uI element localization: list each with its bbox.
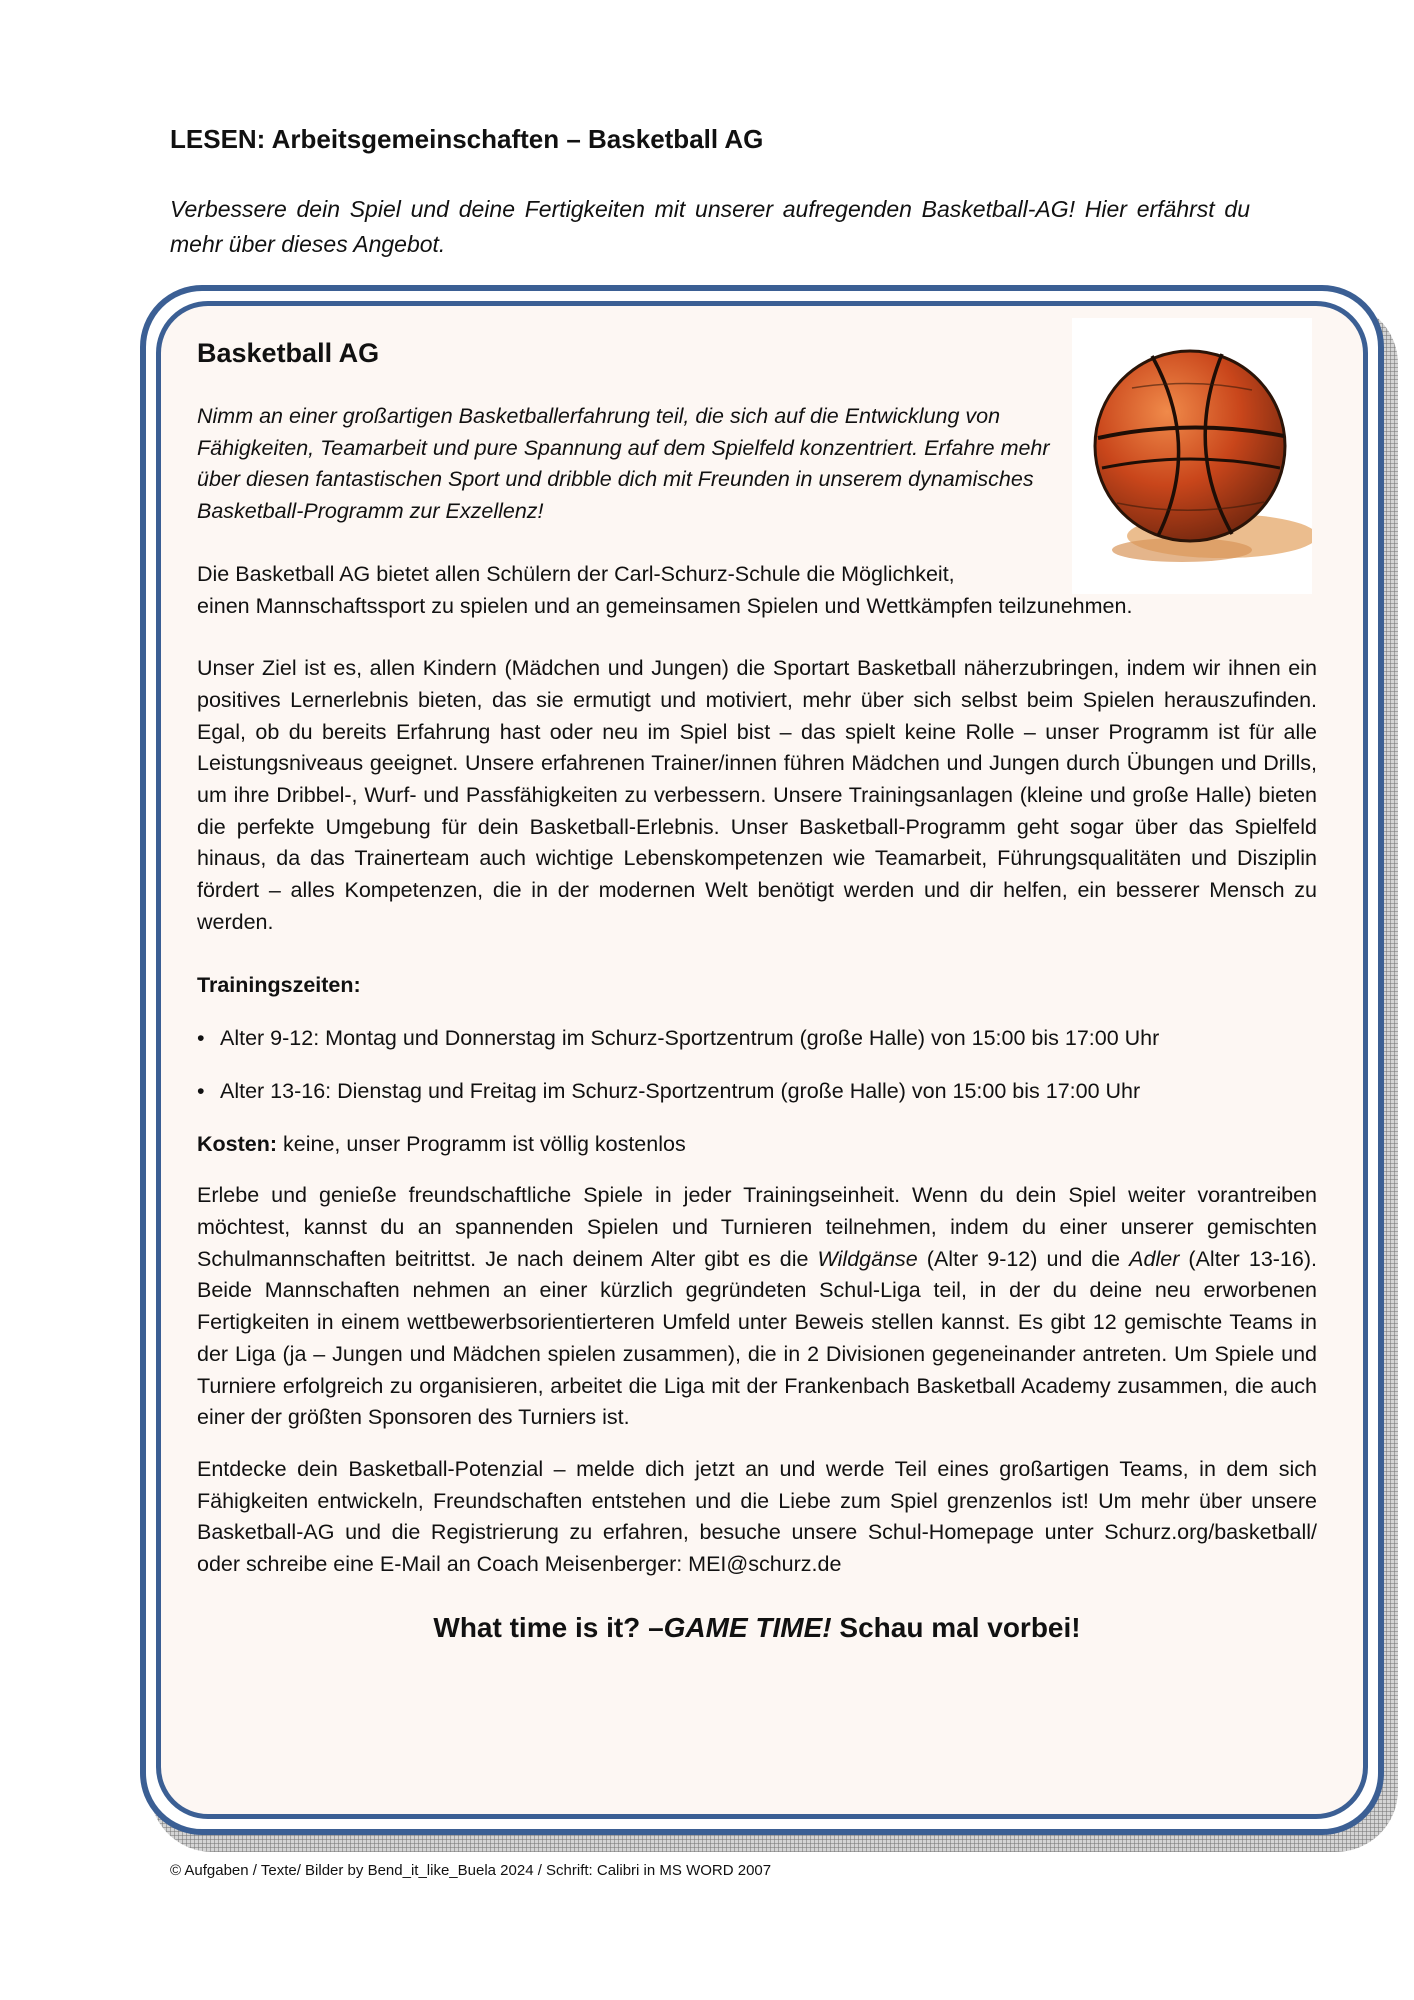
league-text-1: Erlebe und genieße freundschaftliche Spiele in jeder Trainingseinheit. Wenn du dein Spiel weiter vorantreiben möchtest, kannst du an spannenden Spielen und Turnieren teilnehmen, indem du einer unserer gemischten Schulmannschaften beitrittst. Je nach deinem Alter gibt es die bbox=[197, 1183, 1317, 1271]
league-text-2: (Alter 9-12) und die bbox=[917, 1246, 1130, 1271]
intro-text: Verbessere dein Spiel und deine Fertigkeiten mit unserer aufregenden Basketball-AG! Hier erfährst du mehr über dieses Angebot. bbox=[170, 196, 1250, 257]
bullet: • bbox=[197, 1078, 205, 1103]
lead-text: Nimm an einer großartigen Basketballerfahrung teil, die sich auf die Entwicklung von Fähigkeiten, Teamarbeit und pure Spannung auf dem Spielfeld konzentriert. Erfahre mehr über diesen fantastischen Sport und dribble dich mit Freunden in unserem dynamisches Basketball-Programm zur Exzellenz! bbox=[197, 404, 1050, 524]
card-title: Basketball AG bbox=[197, 338, 380, 368]
card-content bbox=[197, 335, 1317, 1647]
cost-line bbox=[197, 1129, 1317, 1161]
bullet: • bbox=[197, 1026, 205, 1051]
paragraph-goal: Unser Ziel ist es, allen Kindern (Mädchen und Jungen) die Sportart Basketball näherzubringen, indem wir ihnen ein positives Lernerlebnis bieten, das sie ermutigt und motiviert, mehr über sich selbst beim Spielen herauszufinden. Egal, ob du bereits Erfahrung hast oder neu im Spiel bist – das spielt keine Rolle – unser Programm ist für alle Leistungsniveaus geeignet. Unsere erfahrenen Trainer/innen führen Mädchen und Jungen durch Übungen und Drills, um ihre Dribbel-, Wurf- und Passfähigkeiten zu verbessern. Unsere Trainingsanlagen (kleine und große Halle) bieten die perfekte Umgebung für dein Basketball-Erlebnis. Unser Basketball-Programm geht sogar über das Spielfeld hinaus, da das Trainerteam auch wichtige Lebenskompetenzen wie Teamarbeit, Führungsqualitäten und Disziplin fördert – alles Kompetenzen, die in der modernen Welt benötigt werden und dir helfen, ein besserer Mensch zu werden. bbox=[197, 656, 1317, 934]
slogan-part1: What time is it? – bbox=[433, 1611, 664, 1643]
cost-label: Kosten: bbox=[197, 1131, 278, 1156]
league-text-3: (Alter 13-16). Beide Mannschaften nehmen an einer kürzlich gegründeten Schul-Liga teil, in der du deine neu erworbenen Fertigkeiten in einem wettbewerbsorientierteren Umfeld unter Beweis stellen kannst. Es gibt 12 gemischte Teams in der Liga (ja – Jungen und Mädchen spielen zusammen), die in 2 Divisionen gegeneinander antreten. Um Spiele und Turniere erfolgreich zu organisieren, arbeitet die Liga mit der Frankenbach Basketball Academy zusammen, die auch einer der größten Sponsoren des Turniers ist. bbox=[197, 1246, 1317, 1430]
training-heading: Trainingszeiten: bbox=[197, 972, 361, 997]
page-title: LESEN: Arbeitsgemeinschaften – Basketball AG bbox=[170, 124, 764, 154]
slogan-game-time: GAME TIME! bbox=[663, 1611, 832, 1643]
paragraph-signup: Entdecke dein Basketball-Potenzial – melde dich jetzt an und werde Teil eines großartigen Teams, in dem sich Fähigkeiten entwickeln, Freundschaften entstehen und die Liebe zum Spiel grenzenlos ist! Um mehr über unsere Basketball-AG und die Registrierung zu erfahren, besuche unsere Schul-Homepage unter Schurz.org/basketball/ oder schreibe eine E-Mail an Coach Meisenberger: MEI@schurz.de bbox=[197, 1456, 1317, 1577]
training-item-text: Alter 9-12: Montag und Donnerstag im Schurz-Sportzentrum (große Halle) von 15:00 bis 17:00 Uhr bbox=[220, 1026, 1160, 1051]
team-name-adler: Adler bbox=[1129, 1246, 1180, 1271]
cost-value: keine, unser Programm ist völlig kostenlos bbox=[277, 1131, 686, 1156]
list-item bbox=[197, 1023, 1317, 1055]
footer-copyright: © Aufgaben / Texte/ Bilder by Bend_it_like_Buela 2024 / Schrift: Calibri in MS WORD 2007 bbox=[170, 1862, 772, 1879]
team-name-wildgaense: Wildgänse bbox=[817, 1246, 918, 1271]
training-list bbox=[197, 1023, 1317, 1107]
paragraph-league bbox=[197, 1180, 1317, 1434]
paragraph-offer bbox=[197, 559, 1317, 622]
paragraph-offer-line1: Die Basketball AG bietet allen Schülern der Carl-Schurz-Schule die Möglichkeit, bbox=[197, 561, 955, 586]
training-item-text: Alter 13-16: Dienstag und Freitag im Schurz-Sportzentrum (große Halle) von 15:00 bis 17:00 Uhr bbox=[220, 1078, 1141, 1103]
list-item bbox=[197, 1076, 1317, 1108]
slogan bbox=[197, 1609, 1317, 1647]
slogan-part3: Schau mal vorbei! bbox=[831, 1611, 1081, 1643]
paragraph-offer-line2: einen Mannschaftssport zu spielen und an gemeinsamen Spielen und Wettkämpfen teilzunehmen. bbox=[197, 593, 1133, 618]
